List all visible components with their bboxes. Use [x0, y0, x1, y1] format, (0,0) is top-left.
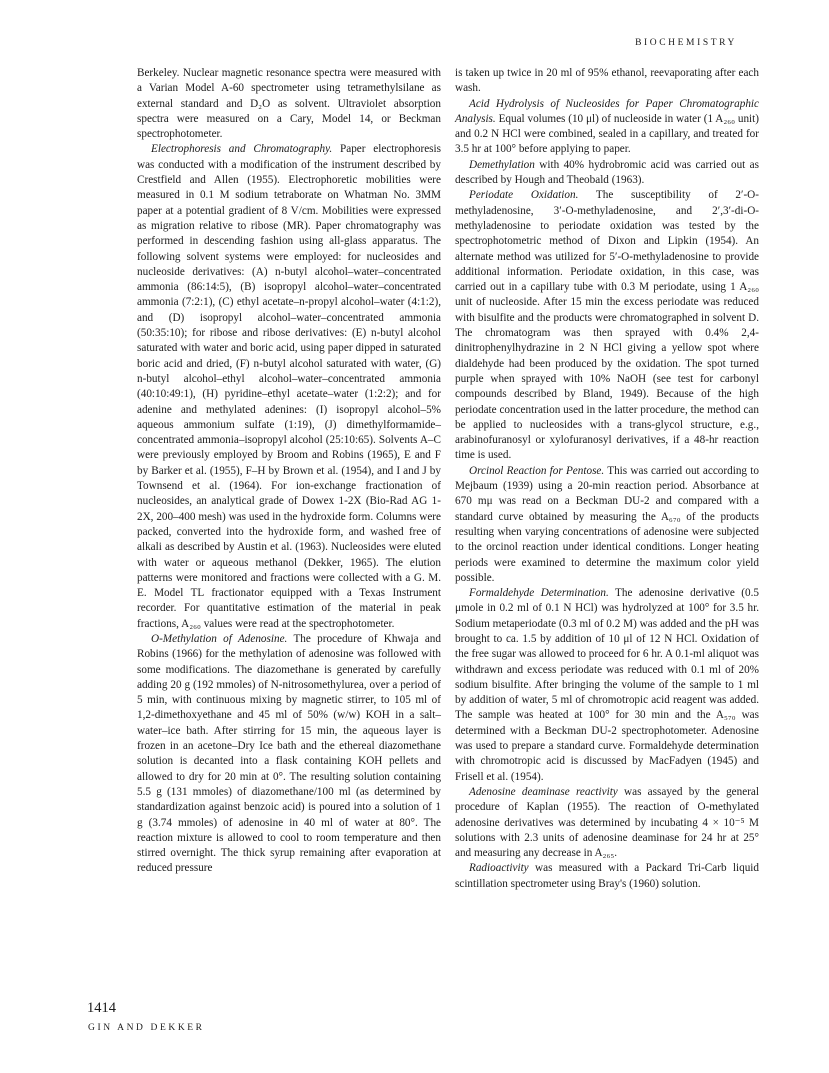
- section-heading: Orcinol Reaction for Pentose.: [469, 464, 605, 477]
- paragraph: [455, 66, 759, 97]
- running-foot: GIN AND DEKKER: [88, 1023, 205, 1033]
- section-heading: Acid Hydrolysis of Nucleosides for Paper Chromatographic Analysis.: [455, 97, 759, 125]
- section-heading: Radioactivity: [469, 862, 529, 875]
- paragraph-text: Berkeley. Nuclear magnetic resonance spectra were measured with a Varian Model A-60 spectrometer using tetramethylsilane as external standard and D₂O as solvent. Ultraviolet absorption spectra were measured on a Cary, Model 14, or Beckman spectrophotometer.: [137, 67, 441, 141]
- paragraph-text: This was carried out according to Mejbaum (1939) using a 20-min reaction period. Absorbance at 670 mμ was read on a Beckman DU-2 and compared with a standard curve obtained by measuring the A₆₇₀ of the products resulting when varying concentrations of adenosine were subjected to the orcinol reaction under identical conditions. Longer heating periods were examined to determine the maximum color yield possible.: [455, 464, 759, 584]
- paragraph-text: with 40% hydrobromic acid was carried out as described by Hough and Theobald (1963).: [455, 158, 759, 187]
- section-heading: Formaldehyde Determination.: [469, 587, 609, 600]
- paragraph-text: is taken up twice in 20 ml of 95% ethanol, reevaporating after each wash.: [455, 67, 759, 95]
- paragraph: [455, 586, 759, 785]
- left-column: [137, 66, 441, 877]
- paragraph: [455, 464, 759, 586]
- paragraph-text: The adenosine derivative (0.5 μmole in 0.2 ml of 0.1 N HCl) was hydrolyzed at 100° for 3.5 hr. Sodium metaperiodate (0.3 ml of 0.2 M) was added and the pH was brought to ca. 1.5 by addition of 10 μl of 12 N HCl. Oxidation of the free sugar was allowed to proceed for 6 hr. A 0.1-ml aliquot was withdrawn and excess periodate was reduced with 0.1 ml of 20% sodium bisulfite. After bringing the volume of the sample to 1 ml by addition of water, 5 ml of chromotropic acid reagent was added. The sample was heated at 100° for 30 min and the A₅₇₀ was determined with a Beckman DU-2 spectrophotometer. Adenosine was used to prepare a standard curve. Formaldehyde determination with chromotropic acid is discussed by MacFadyen (1945) and Frisell et al. (1954).: [455, 587, 759, 783]
- paragraph: [455, 188, 759, 463]
- paragraph: [455, 97, 759, 158]
- paragraph-text: Equal volumes (10 μl) of nucleoside in water (1 A₂₆₀ unit) and 0.2 N HCl were combined, sealed in a capillary, and treated for 3.5 hr at 100° before applying to paper.: [455, 112, 759, 156]
- section-heading: O-Methylation of Adenosine.: [151, 632, 288, 645]
- paragraph-text: Paper electrophoresis was conducted with a modification of the instrument described by Crestfield and Allen (1955). Electrophoretic mobilities were measured in 0.1 M sodium tetraborate on Whatman No. 3MM paper at a potential gradient of 8 V/cm. Mobilities were expressed as migration relative to ribose (MR). Paper chromatography was performed in descending fashion using all-glass apparatus. The following solvent systems were employed: for nucleosides and nucleoside derivatives: (A) n-butyl alcohol–water–concentrated ammonia (86:14:5), (B) isopropyl alcohol–water–concentrated ammonia (7:2:1), (C) ethyl acetate–n-propyl alcohol–water (4:1:2), and (D) isopropyl alcohol–water–concentrated ammonia (50:35:10); for ribose and ribose derivatives: (E) n-butyl alcohol saturated with water and boric acid, using paper dipped in saturated boric acid and dried, (F) n-butyl alcohol saturated with water, (G) n-butyl alcohol–ethyl alcohol–water–concentrated ammonia (40:10:49:1), (H) pyridine–ethyl acetate–water (1:2:2); and for adenine and methylated adenines: (I) isopropyl alcohol–5% aqueous ammonium sulfate (1:19), (J) dimethylformamide–concentrated ammonia–isopropyl alcohol (25:10:65). Solvents A–C were previously employed by Broom and Robins (1965), E and F by Barker et al. (1955), F–H by Brown et al. (1954), and I and J by Townsend et al. (1964). For ion-exchange fractionation of nucleosides, an analytical grade of Dowex 1-2X (Bio-Rad AG 1-2X, 200–400 mesh) was used in the hydroxide form. Columns were packed, converted into the hydroxide form, and washed free of alkali as described by Austin et al. (1963). Nucleosides were eluted with water or aqueous methanol (Dekker, 1965). The elution patterns were monitored and fractions were collected with a G. M. E. Model TL fractionator equipped with a Texas Instrument recorder. For quantitative estimation of the material in peak fractions, A₂₆₀ values were read at the spectrophotometer.: [137, 143, 441, 630]
- section-heading: Periodate Oxidation.: [469, 189, 579, 202]
- paragraph: [455, 158, 759, 189]
- paragraph-text: was measured with a Packard Tri-Carb liquid scintillation spectrometer using Bray's (1960) solution.: [455, 862, 760, 890]
- section-heading: Demethylation: [469, 158, 535, 171]
- running-head: BIOCHEMISTRY: [635, 38, 737, 48]
- section-heading: Electrophoresis and Chromatography.: [151, 143, 333, 156]
- paragraph: [455, 785, 759, 861]
- paragraph-text: was assayed by the general procedure of Kaplan (1955). The reaction of O-methylated adenosine derivatives was determined by incubating 4 × 10⁻⁵ M solutions with 2.3 units of adenosine deaminase for 24 hr at 25° and measuring any decrease in A₂₆₅.: [455, 785, 759, 860]
- paragraph: [137, 632, 441, 877]
- page-number: 1414: [87, 1000, 116, 1016]
- paragraph: [137, 142, 441, 632]
- section-heading: Adenosine deaminase reactivity: [469, 785, 618, 798]
- paragraph: [137, 66, 441, 142]
- paragraph-text: The procedure of Khwaja and Robins (1966) for the methylation of adenosine was followed with some modifications. The diazomethane is generated by carefully adding 20 g (192 mmoles) of N-nitrosomethylurea, over a period of 5 min, with continuous mixing by magnetic stirrer, to 105 ml of 1,2-dimethoxyethane and 45 ml of 50% (w/w) KOH in a salt–water–ice bath. After stirring for 15 min, the aqueous layer is frozen in an acetone–Dry Ice bath and the ethereal diazomethane solution is decanted into a flask containing KOH pellets and allowed to dry for 20 min at 0°. The resulting solution containing 5.5 g (131 mmoles) of diazomethane/100 ml (as determined by standardization against benzoic acid) is poured into a solution of 1 g (3.74 mmoles) of adenosine in 40 ml of water at 80°. The reaction mixture is allowed to cool to room temperature and then stirred overnight. The thick syrup remaining after evaporation at reduced pressure: [137, 632, 441, 875]
- right-column: [455, 66, 759, 892]
- paragraph: [455, 861, 759, 892]
- paragraph-text: The susceptibility of 2′-O-methyladenosine, 3′-O-methyladenosine, and 2′,3′-di-O-methyladenosine to periodate oxidation was tested by the spectrophotometric method of Dixon and Lipkin (1954). An alternate method was utilized for 5′-O-methyladenosine to provide additional information. Periodate oxidation, in this case, was carried out in a capillary tube with 0.3 M periodate, using 1 A₂₆₀ unit of nucleoside. After 15 min the excess periodate was reduced with bisulfite and the products were chromatographed in solvent D. The chromatogram was then sprayed with 0.4% 2,4-dinitrophenylhydrazine in 2 N HCl giving a yellow spot where dialdehyde had been produced by the oxidation. The spot turned purple when sprayed with 10% NaOH (see test for carbonyl compounds described by Bland, 1949). Because of the high periodate concentration used in the latter procedure, the method can be applied to nucleosides with a trans-glycol structure, e.g., arabinofuranosyl or xylofuranosyl derivatives, if a 48-hr reaction time is used.: [455, 189, 759, 462]
